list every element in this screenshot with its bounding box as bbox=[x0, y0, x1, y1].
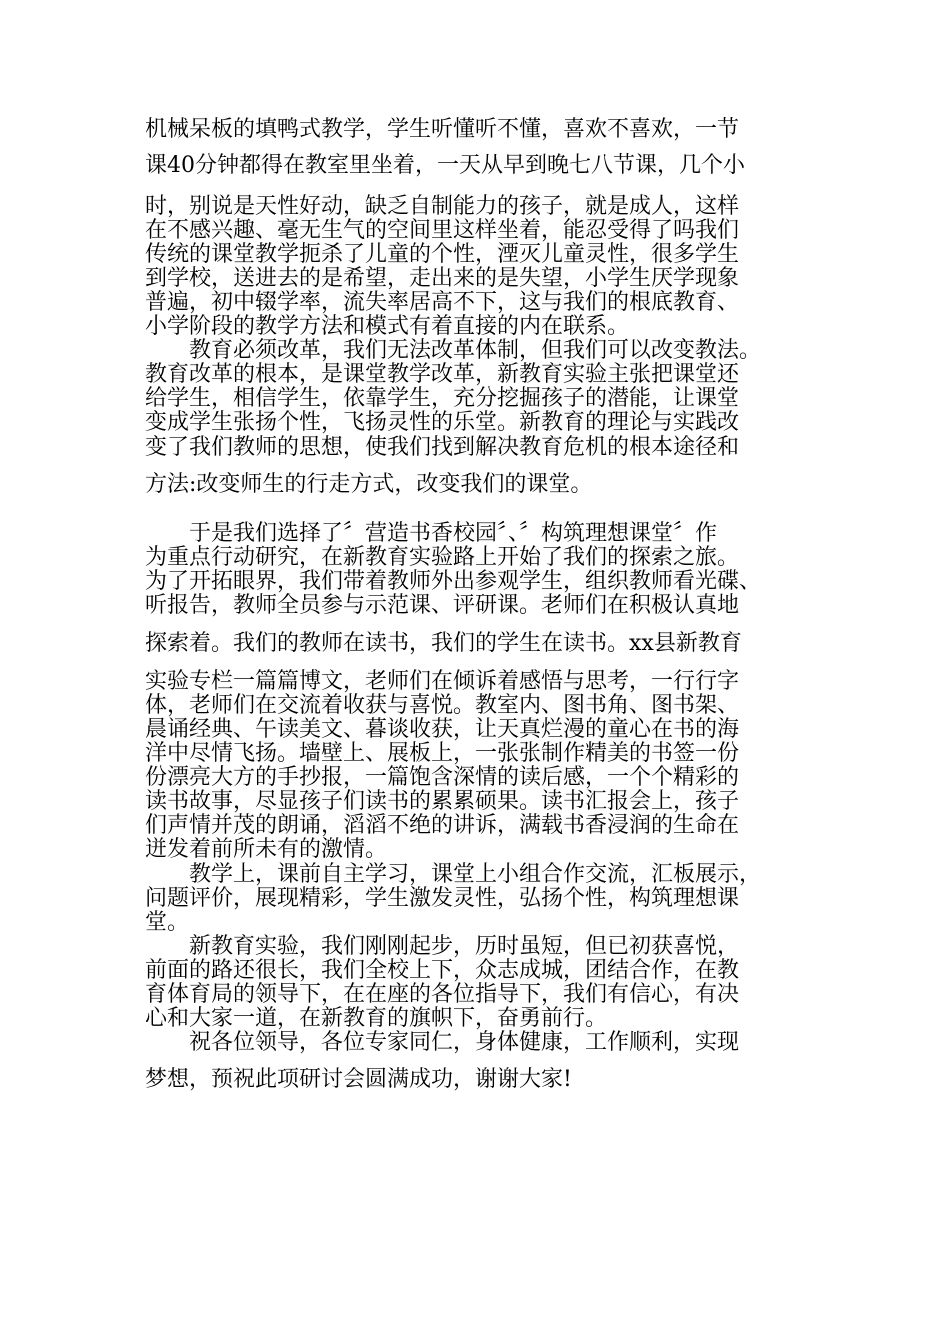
text-line: 方法:改变师生的行走方式，改变我们的课堂。 bbox=[145, 472, 593, 497]
text-line: 教育改革的根本，是课堂教学改革，新教育实验主张把课堂还 bbox=[145, 362, 740, 387]
text-line: 迸发着前所未有的激情。 bbox=[145, 837, 388, 862]
text-line: 小学阶段的教学方法和模式有着直接的内在联系。 bbox=[145, 314, 630, 339]
text-line: 时，别说是天性好动，缺乏自制能力的孩子，就是成人，这样 bbox=[145, 194, 740, 219]
text-line: 读书故事，尽显孩子们读书的累累硕果。读书汇报会上，孩子 bbox=[145, 789, 740, 814]
text-line: 到学校，送进去的是希望，走出来的是失望，小学生厌学现象 bbox=[145, 266, 740, 291]
text-line: 梦想，预祝此项研讨会圆满成功，谢谢大家! bbox=[145, 1067, 572, 1092]
text-line: 体，老师们在交流着收获与喜悦。教室内、图书角、图书架、 bbox=[145, 693, 740, 718]
text-line: 探索着。我们的教师在读书，我们的学生在读书。xx县新教育 bbox=[145, 631, 742, 656]
text-line: 实验专栏一篇篇博文，老师们在倾诉着感悟与思考，一行行字 bbox=[145, 669, 740, 694]
text-line: 教育必须改革，我们无法改革体制，但我们可以改变教法。 bbox=[145, 338, 762, 363]
text-line: 机械呆板的填鸭式教学，学生听懂听不懂，喜欢不喜欢，一节 bbox=[145, 117, 740, 142]
text-line: 份漂亮大方的手抄报，一篇饱含深情的读后感，一个个精彩的 bbox=[145, 765, 740, 790]
text-line: 于是我们选择了〞营造书香校园〞、〞构筑理想课堂〞作 bbox=[145, 521, 718, 546]
text-line: 祝各位领导，各位专家同仁，身体健康，工作顺利，实现 bbox=[145, 1030, 740, 1055]
text-line: 变成学生张扬个性，飞扬灵性的乐堂。新教育的理论与实践改 bbox=[145, 410, 740, 435]
text-line: 为重点行动研究，在新教育实验路上开始了我们的探索之旅。 bbox=[145, 545, 740, 570]
text-line: 们声情并茂的朗诵，滔滔不绝的讲诉，满载书香浸润的生命在 bbox=[145, 813, 740, 838]
text-line: 前面的路还很长，我们全校上下，众志成城，团结合作，在教 bbox=[145, 958, 740, 983]
text-line: 晨诵经典、午读美文、暮谈收获，让天真烂漫的童心在书的海 bbox=[145, 717, 740, 742]
text-line: 洋中尽情飞扬。墙壁上、展板上，一张张制作精美的书签一份 bbox=[145, 741, 740, 766]
text-line: 育体育局的领导下，在在座的各位指导下，我们有信心，有决 bbox=[145, 982, 740, 1007]
text-line: 教学上，课前自主学习，课堂上小组合作交流，汇板展示， bbox=[145, 862, 762, 887]
text-line: 心和大家一道，在新教育的旗帜下，奋勇前行。 bbox=[145, 1006, 608, 1031]
text-line: 普遍，初中辍学率，流失率居高不下，这与我们的根底教育、 bbox=[145, 290, 740, 315]
text-line: 问题评价，展现精彩，学生激发灵性，弘扬个性，构筑理想课 bbox=[145, 886, 740, 911]
text-line: 给学生，相信学生，依靠学生，充分挖掘孩子的潜能，让课堂 bbox=[145, 386, 740, 411]
text-line: 传统的课堂教学扼杀了儿童的个性，湮灭儿童灵性，很多学生 bbox=[145, 242, 740, 267]
text-line: 为了开拓眼界，我们带着教师外出参观学生，组织教师看光碟、 bbox=[145, 569, 762, 594]
text-line: 听报告，教师全员参与示范课、评研课。老师们在积极认真地 bbox=[145, 593, 740, 618]
text-line: 堂。 bbox=[145, 910, 190, 935]
text-line: 课40分钟都得在教室里坐着，一天从早到晚七八节课，几个小 bbox=[145, 153, 745, 178]
text-line: 变了我们教师的思想，使我们找到解决教育危机的根本途径和 bbox=[145, 435, 740, 460]
text-line: 在不感兴趣、毫无生气的空间里这样坐着，能忍受得了吗我们 bbox=[145, 218, 740, 243]
text-line: 新教育实验，我们刚刚起步，历时虽短，但已初获喜悦， bbox=[145, 934, 740, 959]
